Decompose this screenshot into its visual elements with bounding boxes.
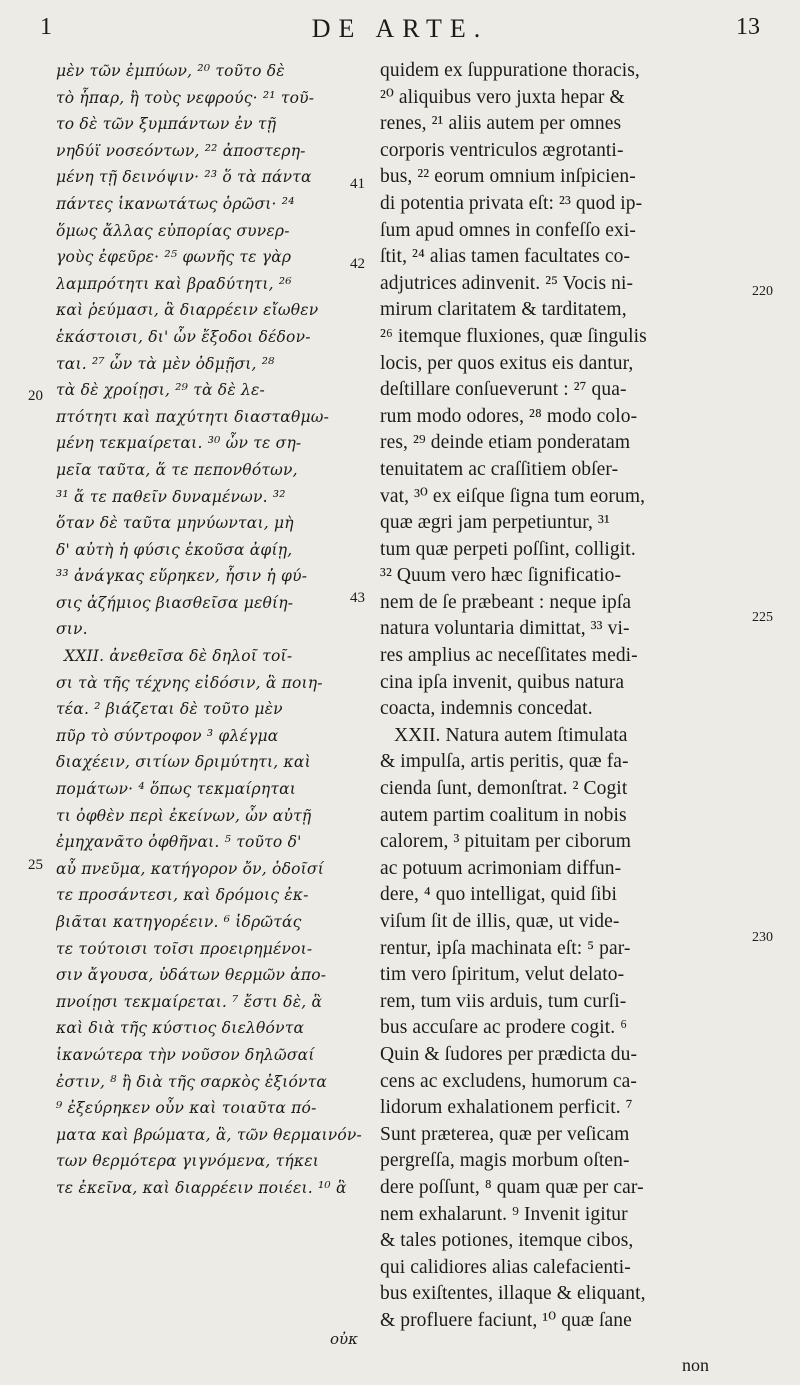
latin-line: quæ ægri jam perpetiuntur, ³¹ [380,512,610,534]
greek-line: πομάτων· ⁴ ὅπως τεκμαίρηται [56,780,297,799]
header-left-mark: 1 [40,14,52,40]
latin-line: cina ipſa invenit, quibus natura [380,671,625,693]
greek-line: σιν. [56,620,88,639]
greek-line: γοὺς ἐφεῦρε· ²⁵ φωνῆς τε γὰρ [56,248,292,267]
greek-line: μὲν τῶν ἐμπύων, ²⁰ τοῦτο δὲ [56,62,285,80]
latin-line: & profluere faciunt, ¹⁰ quæ ſane [380,1309,632,1331]
latin-line: res amplius ac neceſſitates medi- [380,645,638,667]
latin-line: autem partim coalitum in nobis [380,804,627,826]
greek-section-heading: XXII. ἀνεθεῖσα δὲ δηλοῖ τοῖ- [64,647,293,666]
margin-number-25: 25 [28,857,43,873]
latin-line: ſum apud omnes in confeſſo exi- [380,219,636,241]
greek-line: νηδύϊ νοσεόντων, ²² ἀποστερη- [56,141,306,160]
latin-line: bus, ²² eorum omnium inſpicien- [380,166,636,188]
greek-line: τε προσάντεσι, καὶ δρόμοις ἐκ- [56,886,309,905]
greek-line: των θερμότερα γιγνόμενα, τήκει [56,1152,320,1171]
greek-line: πάντες ἱκανωτάτως ὁρῶσι· ²⁴ [56,194,295,213]
greek-line: ἐμηχανᾶτο ὀφθῆναι. ⁵ τοῦτο δ' [56,833,302,852]
latin-catchword: non [682,1355,709,1375]
greek-line: ³¹ ἅ τε παθεῖν δυναμένων. ³² [56,487,286,506]
greek-line: τι ὀφθὲν περὶ ἐκείνων, ὧν αὐτῇ [56,806,312,825]
latin-line: nem de ſe præbeant : neque ipſa [380,591,632,613]
running-title: DE ARTE. [311,14,489,43]
greek-catchword: οὐκ [330,1330,358,1348]
latin-line: ſtit, ²⁴ alias tamen facultates co- [380,246,631,268]
latin-line: bus accuſare ac prodere cogit. ⁶ [380,1017,628,1039]
latin-line: ac potuum acrimoniam diffun- [380,857,622,879]
greek-line: ἱκανώτερα τὴν νοῦσον δηλῶσαί [56,1045,315,1064]
latin-line: & tales potiones, itemque cibos, [380,1230,634,1252]
margin-number-42: 42 [350,256,365,272]
latin-line: res, ²⁹ deinde etiam ponderatam [380,432,631,454]
greek-line: πτότητι καὶ παχύτητι διασταθμω- [56,407,330,426]
greek-line: τε τούτοισι τοῖσι προειρημένοι- [56,939,313,958]
latin-line: mirum claritatem & tarditatem, [380,299,627,321]
latin-section-heading: XXII. Natura autem ſtimulata [394,724,628,746]
margin-number-230: 230 [752,930,773,945]
latin-line: adjutrices adinvenit. ²⁵ Vocis ni- [380,272,634,294]
margin-number-43: 43 [350,590,365,606]
greek-line: τέα. ² βιάζεται δὲ τοῦτο μὲν [56,700,283,719]
latin-line: natura voluntaria dimittat, ³³ vi- [380,618,630,640]
greek-line: μένη τεκμαίρεται. ³⁰ ὧν τε ση- [56,434,302,453]
latin-line: tenuitatem ac craſſitiem obſer- [380,458,619,480]
greek-line: αὖ πνεῦμα, κατήγορον ὄν, ὁδοῖσί [56,859,324,878]
running-header [0,14,800,54]
greek-line: πῦρ τὸ σύντροφον ³ φλέγμα [56,726,279,745]
greek-line: τε ἐκεῖνα, καὶ διαρρέειν ποιέει. ¹⁰ ἃ [56,1178,347,1197]
latin-line: renes, ²¹ aliis autem per omnes [380,113,622,135]
latin-line: dere, ⁴ quo intelligat, quid ſibi [380,884,618,906]
greek-line: ἑκάστοισι, δι' ὧν ἔξοδοι δέδον- [56,327,311,346]
latin-line: cens ac excludens, humorum ca- [380,1070,637,1092]
latin-line: cienda ſunt, demonſtrat. ² Cogit [380,778,628,800]
greek-line: τὰ δὲ χροίῃσι, ²⁹ τὰ δὲ λε- [56,381,265,400]
latin-column [380,58,740,1335]
greek-line: τὸ ἧπαρ, ἢ τοὺς νεφρούς· ²¹ τοῦ- [56,88,315,107]
latin-line: coacta, indemnis concedat. [380,698,593,720]
margin-number-225: 225 [752,610,773,625]
latin-line: ²⁰ aliquibus vero juxta hepar & [380,86,625,108]
latin-line: ³² Quum vero hæc ſignificatio- [380,565,622,587]
greek-line: διαχέειν, σιτίων δριμύτητι, καὶ [56,753,311,772]
margin-number-220: 220 [752,284,773,299]
greek-line: καὶ ῥεύμασι, ἃ διαρρέειν εἴωθεν [56,301,319,320]
greek-line: σιν ἄγουσα, ὑδάτων θερμῶν ἀπο- [56,966,327,985]
latin-line: ²⁶ itemque fluxiones, quæ ſingulis [380,325,647,347]
greek-line: σις ἀζήμιος βιασθεῖσα μεθίη- [56,593,294,612]
latin-line: locis, per quos exitus eis dantur, [380,352,634,374]
latin-line: corporis ventriculos ægrotanti- [380,139,624,161]
greek-line: ὅταν δὲ ταῦτα μηνύωνται, μὴ [56,514,294,533]
latin-line: rem, tum viis arduis, tum curſi- [380,990,627,1012]
latin-line: di potentia privata eſt: ²³ quod ip- [380,192,643,214]
latin-line: deſtillare conſueverunt : ²⁷ qua- [380,379,627,401]
latin-line: nem exhalarunt. ⁹ Invenit igitur [380,1203,628,1225]
latin-line: tum quæ perpeti poſſint, colligit. [380,538,636,560]
latin-line: & impulſa, artis peritis, quæ fa- [380,751,629,773]
page-number: 13 [736,14,760,40]
latin-line: viſum ſit de illis, quæ, ut vide- [380,911,620,932]
latin-line: dere poſſunt, ⁸ quam quæ per car- [380,1176,644,1198]
greek-line: ται. ²⁷ ὧν τὰ μὲν ὀδμῇσι, ²⁸ [56,354,275,373]
latin-line: lidorum exhalationem perficit. ⁷ [380,1097,633,1119]
greek-column [56,58,372,1202]
greek-line: πνοίῃσι τεκμαίρεται. ⁷ ἔστι δὲ, ἃ [56,992,323,1011]
margin-number-41: 41 [350,176,365,192]
latin-line: rentur, ipſa machinata eſt: ⁵ par- [380,937,631,959]
greek-line: δ' αὐτὴ ἡ φύσις ἑκοῦσα ἀφίῃ, [56,540,293,559]
greek-line: ⁹ ἐξεύρηκεν οὖν καὶ τοιαῦτα πό- [56,1099,317,1118]
latin-line: rum modo odores, ²⁸ modo colo- [380,405,638,427]
latin-line: Sunt præterea, quæ per veſicam [380,1123,630,1145]
latin-line: Quin & ſudores per prædicta du- [380,1043,638,1065]
greek-line: σι τὰ τῆς τέχνης εἰδόσιν, ἃ ποιη- [56,673,323,692]
greek-line: ἐστιν, ⁸ ἢ διὰ τῆς σαρκὸς ἐξιόντα [56,1072,328,1091]
greek-line: μένη τῇ δεινόψιν· ²³ ὅ τὰ πάντα [56,168,312,187]
greek-line: ὅμως ἄλλας εὐπορίας συνερ- [56,221,290,240]
greek-line: μεῖα ταῦτα, ἅ τε πεπονθότων, [56,460,298,479]
latin-line: calorem, ³ pituitam per ciborum [380,831,631,853]
latin-line: vat, ³⁰ ex eiſque ſigna tum eorum, [380,485,646,507]
greek-line: βιᾶται κατηγορέειν. ⁶ ἱδρῶτάς [56,913,302,931]
greek-line: το δὲ τῶν ξυμπάντων ἐν τῇ [56,115,277,134]
latin-line: qui calidiores alias calefacienti- [380,1256,631,1278]
latin-line: bus exiſtentes, illaque & eliquant, [380,1283,646,1305]
latin-line: pergreſſa, magis morbum oſten- [380,1150,630,1172]
latin-line: quidem ex ſuppuratione thoracis, [380,60,640,81]
greek-line: λαμπρότητι καὶ βραδύτητι, ²⁶ [56,274,292,293]
margin-number-20: 20 [28,388,43,404]
greek-line: ³³ ἀνάγκας εὕρηκεν, ἧσιν ἡ φύ- [56,567,308,586]
greek-line: ματα καὶ βρώματα, ἃ, τῶν θερμαινόν- [56,1125,362,1144]
latin-line: tim vero ſpiritum, velut delato- [380,964,625,986]
greek-line: καὶ διὰ τῆς κύστιος διελθόντα [56,1019,305,1038]
